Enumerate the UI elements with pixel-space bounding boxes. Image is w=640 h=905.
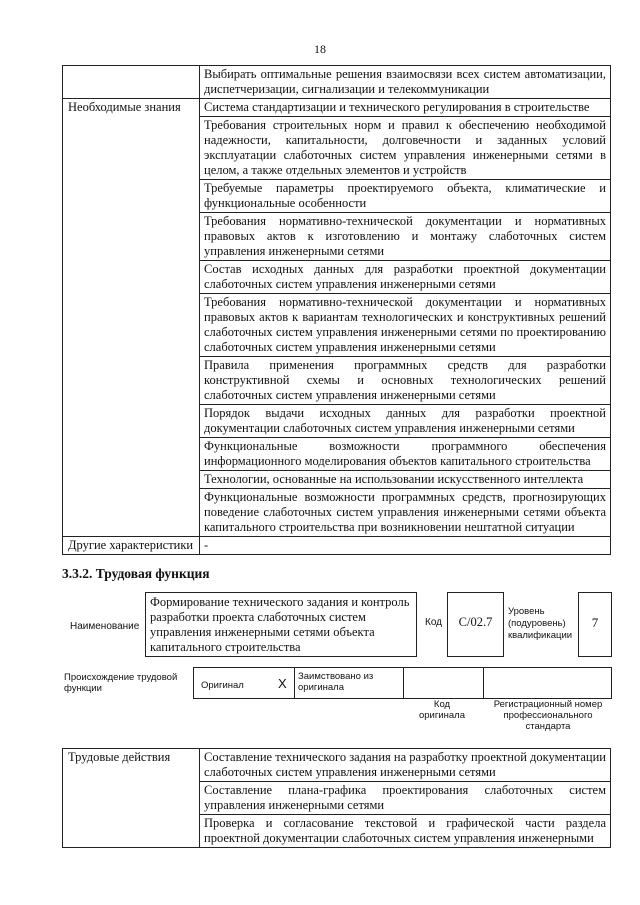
name-box	[145, 592, 417, 657]
name-label: Наименование	[70, 621, 140, 632]
row-text: Порядок выдачи исходных данных для разработки проектной документации слаботочных систем управления инженерными сетями	[200, 405, 611, 438]
table-row	[63, 99, 611, 117]
divider	[294, 667, 295, 698]
row-text: Система стандартизации и технического регулирования в строительстве	[200, 99, 611, 117]
row-text: Функциональные возможности программного обеспечения информационного моделирования объектов капитального строительства	[200, 438, 611, 471]
reg-number-caption: Регистрационный номер профессионального стандарта	[493, 699, 603, 732]
code-box	[447, 592, 504, 657]
row-text: Требования нормативно-технической документации и нормативных правовых актов к изготовлению и монтажу слаботочных систем управления инженерными сетями	[200, 213, 611, 261]
code-original-caption: Код оригинала	[418, 699, 465, 721]
original-label: Оригинал	[201, 680, 244, 691]
row-text: Правила применения программных средств для разработки конструктивной схемы и основных технологических решений слаботочных систем управления инженерными сетями	[200, 357, 611, 405]
knowledge-table	[62, 65, 611, 555]
row-text: Требования нормативно-технической документации и нормативных правовых актов к вариантам технологических и конструктивных решений слаботочных систем управления инженерными сетями по проектированию слаботочных систем управления инженерными сетями	[200, 294, 611, 357]
borrowed-label: Заимствовано из оригинала	[298, 671, 374, 693]
level-box	[578, 592, 612, 657]
divider	[483, 667, 484, 698]
row-text: Состав исходных данных для разработки проектной документации слаботочных систем управления инженерными сетями	[200, 261, 611, 294]
original-mark: X	[278, 676, 287, 691]
row-label	[63, 66, 200, 99]
page-number: 18	[314, 42, 326, 56]
section-title: 3.3.2. Трудовая функция	[62, 566, 210, 581]
row-text: Требования строительных норм и правил к обеспечению необходимой надежности, капитальности, долговечности и заданных условий эксплуатации слаботочных систем управления инженерными сетями в целом, а также отдельных элементов и устройств	[200, 117, 611, 180]
table-row	[63, 537, 611, 555]
level-value: 7	[591, 615, 599, 630]
code-value: С/02.7	[458, 615, 493, 629]
row-text: Технологии, основанные на использовании искусственного интеллекта	[200, 471, 611, 489]
divider	[403, 667, 404, 698]
row-text: Требуемые параметры проектируемого объекта, климатические и функциональные особенности	[200, 180, 611, 213]
code-label: Код	[425, 617, 443, 628]
row-text: Выбирать оптимальные решения взаимосвязи всех систем автоматизации, диспетчеризации, сигнализации и телекоммуникации	[200, 66, 611, 99]
table-row	[63, 66, 611, 99]
row-label-knowledge: Необходимые знания	[63, 99, 200, 537]
origin-label: Происхождение трудовой функции	[64, 672, 178, 694]
row-text: Составление плана-графика проектирования слаботочных систем управления инженерными сетями	[200, 782, 611, 815]
row-label-other: Другие характеристики	[63, 537, 200, 555]
row-text: -	[200, 537, 611, 555]
labor-actions-table	[62, 748, 611, 848]
row-text: Составление технического задания на разработку проектной документации слаботочных систем управления инженерными сетями	[200, 749, 611, 782]
row-text: Функциональные возможности программных средств, прогнозирующих поведение слаботочных систем управления инженерными сетями объекта капитального строительства при возникновении нештатной ситуации	[200, 489, 611, 537]
row-text: Проверка и согласование текстовой и графической части раздела проектной документации слаботочных систем управления инженерными	[200, 815, 611, 848]
table-row	[63, 749, 611, 782]
name-value: Формирование технического задания и контроль разработки проекта слаботочных систем управления инженерными сетями объекта капитального строительства	[150, 595, 410, 654]
row-label-actions: Трудовые действия	[63, 749, 200, 848]
level-label: Уровень (подуровень) квалификации	[508, 606, 573, 641]
